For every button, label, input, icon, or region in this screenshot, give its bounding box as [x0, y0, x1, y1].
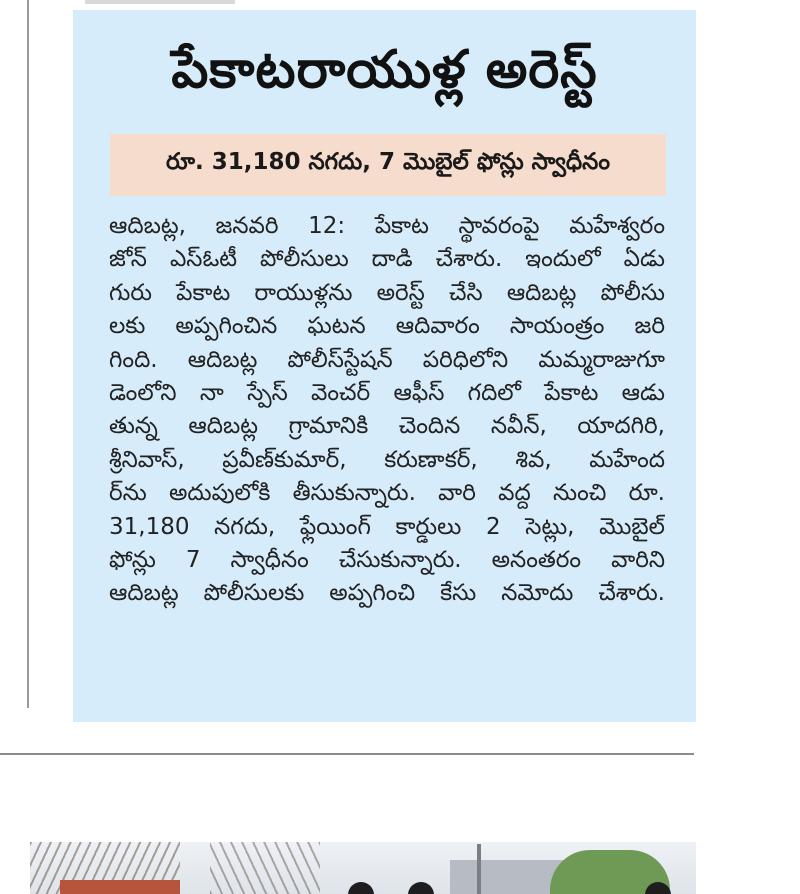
article-body-line: ర్‌ను అదుపులోకి తీసుకున్నారు. వారి వద్ద నుంచి రూ. [109, 480, 665, 507]
article-body [109, 210, 665, 611]
section-divider [0, 753, 694, 755]
news-photo [30, 842, 696, 894]
article-body-line: డెంలోని నా స్పేస్ వెంచర్ ఆఫీస్ గదిలో పేకాట ఆడు [109, 380, 665, 407]
column-rule [27, 0, 29, 708]
person-head [348, 882, 374, 894]
article-body-line: శ్రీనివాస్, ప్రవీణ్‌కుమార్, కరుణాకర్, శివ, మహేంద [109, 446, 665, 473]
article-body-line: తున్న ఆదిబట్ల గ్రామానికి చెందిన నవీన్, యాదగిరి, [109, 413, 665, 440]
article-body-line: జోన్ ఎస్ఓటీ పోలీసులు దాడి చేశారు. ఇందులో ఏడు [109, 246, 665, 273]
article-body-line: గింది. ఆదిబట్ల పోలీస్‌స్టేషన్ పరిధిలోని మమ్మరాజుగూ [109, 346, 665, 373]
person-head [408, 882, 434, 894]
article-body-line: ఆదిబట్ల, జనవరి 12: పేకాట స్థావరంపై మహేశ్వరం [109, 213, 665, 239]
top-clipped-column [85, 0, 235, 4]
red-roof [60, 880, 180, 894]
article-body-line: ఆదిబట్ల పోలీసులకు అప్పగించి కేసు నమోదు చేశారు. [109, 580, 665, 607]
article-body-line: లకు అప్పగించిన ఘటన ఆదివారం సాయంత్రం జరి [109, 313, 665, 340]
article-headline: పేకాటరాయుళ్ల అరెస్ట్ [171, 40, 598, 100]
news-article [73, 10, 696, 722]
article-body-line: ఫోన్లు 7 స్వాధీనం చేసుకున్నారు. అనంతరం వారిని [109, 547, 665, 574]
article-body-line: గురు పేకాట రాయుళ్లను అరెస్ట్ చేసి ఆదిబట్ల పోలీసు [109, 279, 665, 306]
pole [477, 844, 481, 894]
tree-branches [210, 842, 320, 894]
article-subheadline: రూ. 31,180 నగదు, 7 మొబైల్ ఫోన్లు స్వాధీనం [110, 134, 666, 196]
article-body-line: 31,180 నగదు, ఫ్లేయింగ్ కార్డులు 2 సెట్లు, మొబైల్ [109, 513, 665, 540]
